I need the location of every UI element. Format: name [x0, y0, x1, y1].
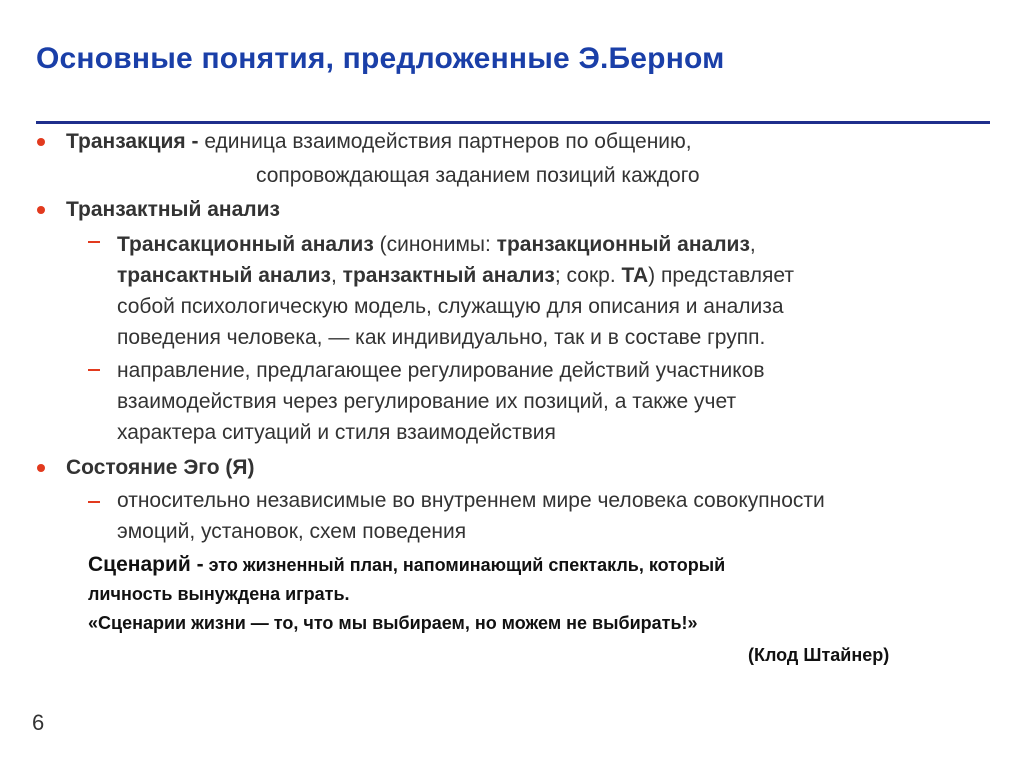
bullet-icon [37, 138, 45, 146]
ta-text: ) представляет [648, 264, 794, 287]
ta-text: (синонимы: [373, 233, 497, 256]
ego-line-2: эмоций, установок, схем поведения [117, 520, 467, 543]
dash-icon [88, 241, 100, 243]
transaction-definition: единица взаимодействия партнеров по общению, [198, 130, 692, 153]
ta-item1-line-4: поведения человека, — как индивидуально, так и в составе групп. [117, 326, 766, 349]
scenario-term: Сценарий - [88, 553, 204, 576]
title-divider [36, 121, 990, 124]
dash-icon [88, 501, 100, 503]
ta-term: Трансакционный анализ [117, 233, 374, 256]
transaction-line-2: сопровождающая заданием позиций каждого [256, 164, 700, 187]
scenario-line-1 [88, 551, 725, 579]
scenario-definition: это жизненный план, напоминающий спектакль, который [203, 555, 726, 575]
ta-text: ; сокр. [554, 264, 622, 287]
ta-abbrev: ТА [621, 264, 649, 287]
ta-synonym: транзакционный анализ [496, 233, 750, 256]
ta-item2-line-1: направление, предлагающее регулирование действий участников [117, 359, 765, 382]
ego-line-1: относительно независимые во внутреннем мире человека совокупности [117, 489, 825, 512]
bullet-icon [37, 206, 45, 214]
ta-synonym: трансактный анализ [117, 264, 331, 287]
scenario-line-2: личность вынуждена играть. [88, 584, 350, 604]
page-number: 6 [32, 710, 45, 735]
ta-item2-line-2: взаимодействия через регулирование их позиций, а также учет [117, 390, 737, 413]
transaction-line-1 [66, 126, 692, 157]
quote-text: «Сценарии жизни — то, что мы выбираем, но можем не выбирать!» [88, 613, 698, 633]
bullet-icon [37, 464, 45, 472]
quote-author: (Клод Штайнер) [748, 645, 890, 665]
ta-item1-line-3: собой психологическую модель, служащую для описания и анализа [117, 295, 784, 318]
ta-synonym: транзактный анализ [342, 264, 555, 287]
slide-title: Основные понятия, предложенные Э.Берном [36, 42, 725, 75]
ta-heading: Транзактный анализ [66, 198, 280, 221]
ego-heading: Состояние Эго (Я) [66, 456, 255, 479]
ta-item1-line-1 [117, 229, 756, 260]
ta-item1-line-2 [117, 260, 794, 291]
ta-text: , [749, 233, 756, 256]
ta-text: , [330, 264, 343, 287]
transaction-term: Транзакция - [66, 130, 199, 153]
dash-icon [88, 369, 100, 371]
ta-item2-line-3: характера ситуаций и стиля взаимодействия [117, 421, 556, 444]
